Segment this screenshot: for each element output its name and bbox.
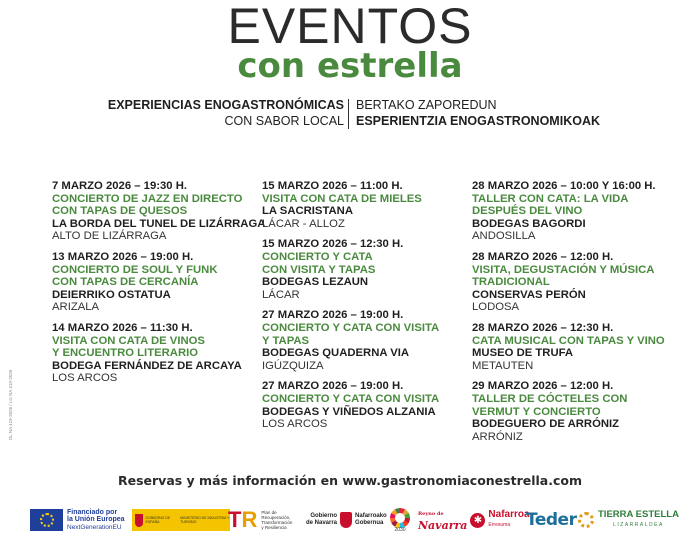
- event-venue: BODEGUERO DE ARRÓNIZ: [472, 418, 620, 431]
- event-date: 14 MARZO 2026 – 11:30 H.: [52, 321, 193, 334]
- event-title: TALLER DE CÓCTELES CON VERMUT Y CONCIERTO: [472, 392, 628, 418]
- event-date: 7 MARZO 2026 – 19:30 H.: [52, 180, 187, 192]
- nafarroako-line2: Gobernua: [355, 520, 384, 526]
- event-venue: DEIERRIKO OSTATUA: [52, 288, 171, 301]
- spain-shield-icon: [135, 514, 143, 527]
- event-title: CONCIERTO Y CATA CON VISITA Y TAPAS: [262, 250, 376, 276]
- poster-title: EVENTOS: [227, 0, 473, 54]
- event-date: 27 MARZO 2026 – 19:00 H.: [262, 380, 404, 393]
- nafarroako-line1: Nafarroako: [355, 513, 387, 519]
- teder-flower-icon: [578, 512, 594, 528]
- eu-text-line2: la Unión Europea: [67, 516, 125, 524]
- nafarroa-small: Erresuma: [488, 522, 511, 528]
- event-item: [262, 180, 467, 230]
- reyno-navarra-logo: [418, 505, 530, 535]
- event-place: LODOSA: [472, 301, 520, 314]
- teder-text: Teder: [526, 510, 577, 530]
- eu-logo: [30, 505, 125, 535]
- eu-text-line1: Financiado por: [67, 508, 118, 516]
- event-date: 13 MARZO 2026 – 19:00 H.: [52, 250, 194, 263]
- event-venue: BODEGAS LEZAUN: [262, 276, 369, 289]
- tierra-estella-logo: [598, 505, 679, 535]
- nafarroa-text: Nafarroa: [488, 509, 530, 520]
- event-title: VISITA, DEGUSTACIÓN Y MÚSICA TRADICIONAL: [472, 263, 655, 289]
- prtr-line3: Transformación: [261, 520, 293, 525]
- eu-flag-icon: [30, 509, 63, 531]
- event-place: METAUTEN: [472, 359, 534, 372]
- event-item: [262, 309, 467, 372]
- tierra-text: TIERRA ESTELLA: [598, 509, 679, 520]
- events-column-3: [472, 180, 694, 451]
- gobierno-espana-logo: [132, 505, 230, 535]
- tierra-small: LIZARRALDEA: [613, 522, 664, 528]
- event-date: 28 MARZO 2026 – 12:30 H.: [472, 321, 614, 334]
- prtr-line2: Recuperación,: [261, 515, 291, 520]
- event-place: IGÚZQUIZA: [262, 359, 324, 372]
- event-item: [262, 238, 467, 301]
- event-place: ALTO DE LIZÁRRAGA: [52, 230, 167, 243]
- event-place: ARIZALA: [52, 301, 100, 314]
- agenda-2030-text: 2030: [394, 526, 406, 533]
- event-date: 29 MARZO 2026 – 12:00 H.: [472, 380, 614, 393]
- teder-logo: [526, 505, 594, 535]
- tagline-es-line1: EXPERIENCIAS ENOGASTRONÓMICAS: [107, 98, 344, 112]
- event-date: 28 MARZO 2026 – 12:00 H.: [472, 250, 614, 263]
- event-item: [472, 180, 694, 243]
- event-title: TALLER CON CATA: LA VIDA DESPUÉS DEL VINO: [472, 192, 629, 218]
- ministerio-text: MINISTERIO DE INDUSTRIA Y TURISMO: [180, 516, 230, 524]
- reyno-star-icon: ✱: [470, 513, 485, 528]
- event-item: [52, 251, 257, 314]
- event-place: ARRÓNIZ: [472, 430, 523, 443]
- event-date: 15 MARZO 2026 – 11:00 H.: [262, 180, 403, 192]
- gobierno-navarra-logo: [306, 505, 387, 535]
- event-place: LOS ARCOS: [52, 372, 118, 385]
- event-title: CONCIERTO DE JAZZ EN DIRECTO CON TAPAS DE QUESOS: [52, 192, 243, 218]
- navarra-line2: de Navarra: [306, 520, 338, 526]
- event-item: [52, 180, 266, 243]
- prtr-logo: [228, 505, 292, 535]
- event-title: VISITA CON CATA DE MIELES: [262, 192, 422, 205]
- gob-es-text: GOBIERNO DE ESPAÑA: [145, 516, 171, 524]
- event-item: [52, 322, 257, 385]
- prtr-line1: Plan de: [261, 510, 277, 515]
- event-item: [472, 380, 694, 443]
- prtr-line4: y Resiliencia: [261, 525, 287, 530]
- event-title: CATA MUSICAL CON TAPAS Y VINO: [472, 334, 665, 347]
- event-date: 15 MARZO 2026 – 12:30 H.: [262, 238, 404, 251]
- event-date: 27 MARZO 2026 – 19:00 H.: [262, 309, 404, 322]
- event-venue: LA SACRISTANA: [262, 205, 353, 218]
- eu-text-line3: NextGenerationEU: [67, 523, 122, 531]
- event-title: CONCIERTO Y CATA CON VISITA Y TAPAS: [262, 321, 440, 347]
- tagline-eu-line2: ESPERIENTZIA ENOGASTRONOMIKOAK: [356, 113, 600, 128]
- event-venue: CONSERVAS PERÓN: [472, 288, 586, 301]
- event-place: LOS ARCOS: [262, 418, 328, 431]
- tagline-divider: [348, 99, 349, 129]
- tagline: [0, 98, 700, 132]
- reyno-small: Reyno de: [418, 511, 444, 517]
- agenda-2030-logo: [390, 505, 410, 535]
- event-place: ANDOSILLA: [472, 230, 536, 243]
- tagline-spanish: [108, 98, 344, 129]
- events-column-1: [52, 180, 266, 393]
- event-venue: BODEGAS BAGORDI: [472, 217, 586, 230]
- agenda-2030-icon: [390, 508, 410, 528]
- event-date: 28 MARZO 2026 – 10:00 Y 16:00 H.: [472, 180, 656, 192]
- event-title: VISITA CON CATA DE VINOS Y ENCUENTRO LITERARIO: [52, 334, 205, 360]
- event-venue: MUSEO DE TRUFA: [472, 347, 574, 360]
- tagline-es-line2: CON SABOR LOCAL: [224, 113, 344, 128]
- event-title: CONCIERTO Y CATA CON VISITA: [262, 392, 440, 405]
- event-item: [472, 322, 694, 372]
- prtr-mark-icon: TR: [228, 507, 258, 532]
- navarra-crest-icon: [340, 512, 352, 528]
- reyno-text: Navarra: [418, 519, 468, 532]
- event-venue: BODEGA FERNÁNDEZ DE ARCAYA: [52, 359, 242, 372]
- event-venue: BODEGAS QUADERNA VIA: [262, 347, 410, 360]
- event-place: LÁCAR - ALLOZ: [262, 217, 345, 230]
- legal-deposit-note: DL NA 419-2026 / LG NA 419-2026: [8, 369, 13, 440]
- event-place: LÁCAR: [262, 288, 300, 301]
- navarra-line1: Gobierno: [310, 513, 338, 519]
- reservations-info: Reservas y más información en www.gastronomiaconestrella.com: [118, 473, 582, 488]
- event-venue: LA BORDA DEL TUNEL DE LIZÁRRAGA: [52, 217, 266, 230]
- event-venue: BODEGAS Y VIÑEDOS ALZANIA: [262, 405, 436, 418]
- event-title: CONCIERTO DE SOUL Y FUNK CON TAPAS DE CERCANÍA: [52, 263, 218, 289]
- tagline-basque: [356, 98, 600, 129]
- poster-subtitle: con estrella: [237, 46, 463, 86]
- tagline-eu-line1: BERTAKO ZAPOREDUN: [356, 98, 497, 112]
- events-column-2: [262, 180, 467, 439]
- event-item: [262, 380, 467, 430]
- event-item: [472, 251, 694, 314]
- sponsor-logos: [0, 505, 700, 535]
